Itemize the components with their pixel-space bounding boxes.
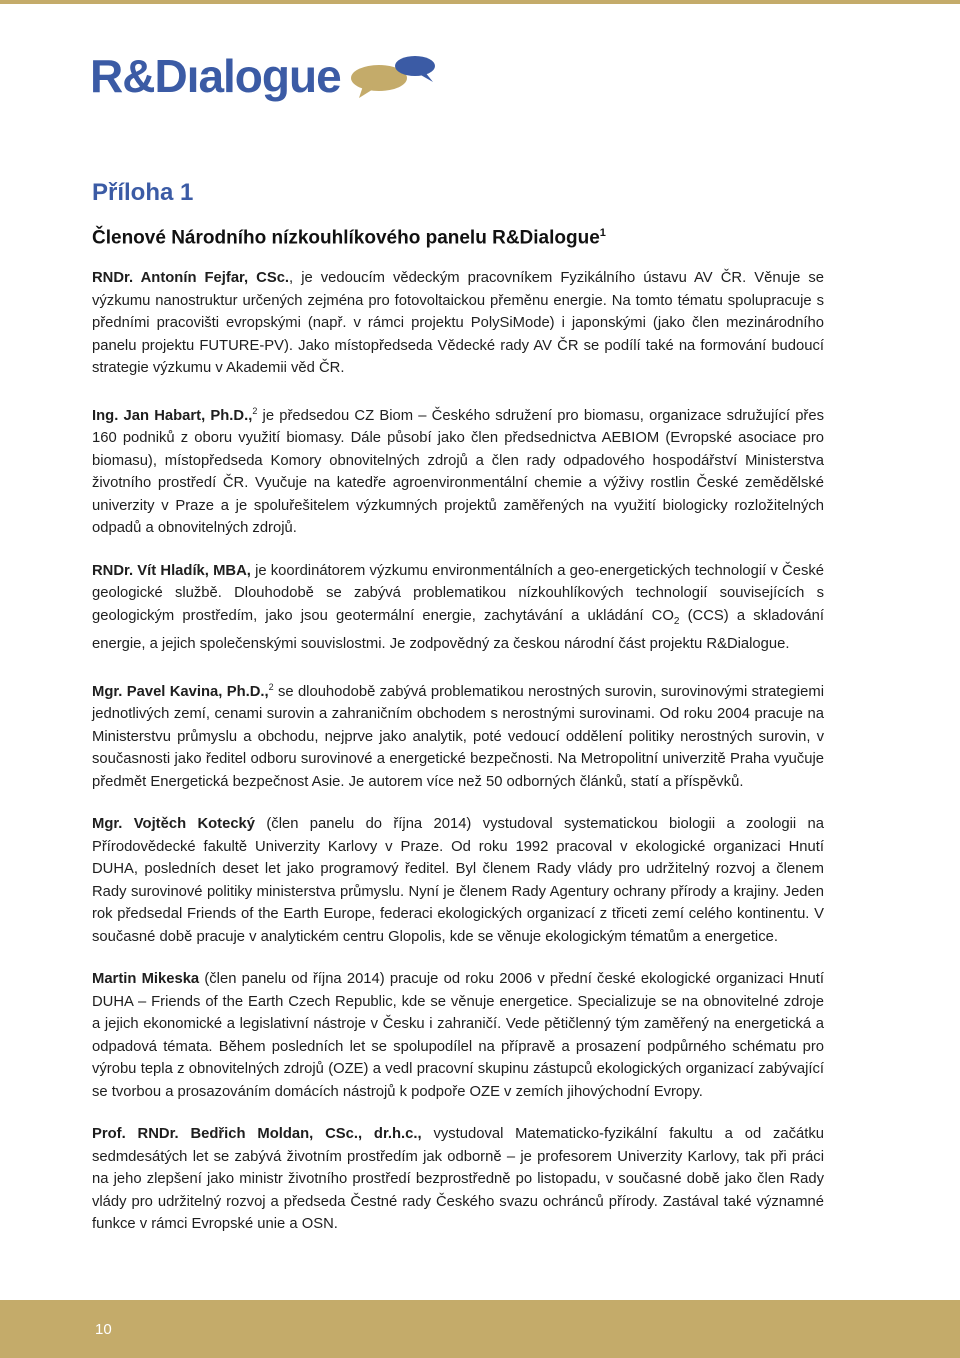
main-content bbox=[92, 178, 824, 1236]
page-number: 10 bbox=[95, 1321, 112, 1338]
member-bio: (člen panelu do října 2014) vystudoval systematickou biologii a zoologii na Přírodovědecké fakultě Univerzity Karlovy v Praze. Od roku 1992 pracoval v ekologické organizaci Hnutí DUHA, posledních deset let jako programový ředitel. Byl členem Rady vlády pro udržitelný rozvoj a členem Rady surovinové politiky ministerstva průmyslu. Nyní je členem Rady Agentury ochrany přírody a krajiny. Jeden rok předsedal Friends of the Earth Europe, federaci ekologických organizací z třiceti zemí celého kontinentu. V současné době pracuje v analytickém centru Glopolis, kde se věnuje ekologickým tématům a energetice. bbox=[92, 816, 824, 945]
footnote-marker: 1 bbox=[599, 227, 606, 239]
member-bio: je koordinátorem výzkumu environmentálních a geo-energetických technologií v České geologické službě. Dlouhodobě se zabývá problematikou nízkouhlíkových technologií souvisejících s geologickým prostředím, jako jsou geotermální energie, zachytávání a ukládání CO bbox=[92, 562, 824, 624]
panel-members-heading: Členové Národního nízkouhlíkového panelu R&Dialogue$^1$ bbox=[92, 227, 606, 249]
member-name: Mgr. Pavel Kavina, Ph.D., bbox=[92, 683, 269, 700]
member-name: Prof. RNDr. Bedřich Moldan, CSc., dr.h.c., bbox=[92, 1126, 422, 1143]
member-name: RNDr. Antonín Fejfar, CSc. bbox=[92, 270, 290, 287]
member-bio: se dlouhodobě zabývá problematikou nerostných surovin, surovinovými strategiemi jednotlivých zemí, cenami surovin a zahraničním obchodem s nerostnými surovinami. Od roku 2004 pracuje na Ministerstvu průmyslu a obchodu, nejprve jako analytik, poté vedoucí oddělení politiky nerostných surovin, v současnosti jako ředitel odboru surovinové a energetické bezpečnosti. Na Metropolitní univerzitě Praha vyučuje předmět Energetická bezpečnost Asie. Je autorem více než 50 odborných článků, statí a příspěvků. bbox=[92, 683, 824, 790]
member-bio: je předsedou CZ Biom – Českého sdružení pro biomasu, organizace sdružující přes 160 podniků z oboru využití biomasy. Dále působí jako člen předsednictva AEBIOM (Evropské asociace pro biomasu), místopředseda Komory obnovitelných zdrojů a člen rady odpadového hospodářství Ministerstva životního prostředí ČR. Vyučuje na katedře agroenvironmentální chemie a výživy rostlin České zemědělské univerzity v Praze a je spoluřešitelem výzkumných projektů zaměřených na využití biologicky rozložitelných odpadů a obnovitelných zdrojů. bbox=[92, 407, 824, 537]
member-name: Martin Mikeska bbox=[92, 971, 200, 988]
member-entry-hladik bbox=[92, 560, 824, 656]
member-bio-continued: (CCS) a skladování energie, a jejich společenskými souvislostmi. Je zodpovědný za českou národní část projektu R&Dialogue. bbox=[92, 607, 824, 653]
member-name: Ing. Jan Habart, Ph.D., bbox=[92, 407, 253, 424]
footnote-marker: 2 bbox=[268, 681, 274, 692]
speech-bubbles-icon bbox=[349, 48, 441, 104]
member-bio: , je vedoucím vědeckým pracovníkem Fyzikálního ústavu AV ČR. Věnuje se výzkumu nanostruktur určených zejména pro fotovoltaickou přeměnu energie. Na tomto tématu spolupracuje s předními pracovišti evropskými (např. v rámci projektu PolySiMode) i japonskými (jako člen mezinárodního panelu projektu FUTURE-PV). Jako místopředseda Vědecké rady AV ČR se podílí také na formování budoucí strategie výzkumu v Akademii věd ČR. bbox=[92, 270, 824, 377]
header-accent-bar bbox=[0, 0, 960, 4]
member-entry-moldan bbox=[92, 1123, 824, 1236]
rd-dialogue-logo bbox=[90, 46, 441, 106]
footnote-marker: 2 bbox=[252, 405, 258, 416]
member-entry-fejfar bbox=[92, 267, 824, 380]
annex-title: Příloha 1 bbox=[92, 179, 194, 206]
member-entry-habart bbox=[92, 400, 824, 540]
member-name: RNDr. Vít Hladík, MBA, bbox=[92, 562, 251, 579]
member-bio: vystudoval Matematicko-fyzikální fakultu a od začátku sedmdesátých let se zabývá životním prostředím jak odborně – je profesorem Univerzity Karlovy, tak při práci na jeho zlepšení jako ministr životního prostředí bezprostředně po listopadu, v současné době jako člen Rady vlády pro udržitelný rozvoj a předseda Čestné rady Českého svazu ochránců přírody. Zastával také významné funkce v rámci Evropské unie a OSN. bbox=[92, 1126, 825, 1233]
subscript: 2 bbox=[673, 615, 680, 627]
logo-text: R&Dıalogue bbox=[90, 50, 341, 102]
member-entry-mikeska bbox=[92, 968, 824, 1103]
member-name: Mgr. Vojtěch Kotecký bbox=[92, 816, 256, 833]
member-entry-kotecky bbox=[92, 813, 824, 948]
member-bio: (člen panelu od října 2014) pracuje od roku 2006 v přední české ekologické organizaci Hnutí DUHA – Friends of the Earth Czech Republic, kde se věnuje energetice. Specializuje se na obnovitelné zdroje a jejich ekonomické a legislativní nástroje v Česku i zahraničí. Vede pětičlenný tým zaměřený na energetická a odpadová témata. Během posledních let se spolupodílel na přípravě a prosazení podpůrného schématu pro výrobu tepla z obnovitelných zdrojů (OZE) a vedl pracovní skupinu zástupců ekologických organizací zabývající se tvorbou a prosazováním domácích nástrojů k podpoře OZE v zemích jihovýchodní Evropy. bbox=[92, 971, 824, 1100]
member-entry-kavina bbox=[92, 676, 824, 793]
footer-bar bbox=[0, 1300, 960, 1358]
